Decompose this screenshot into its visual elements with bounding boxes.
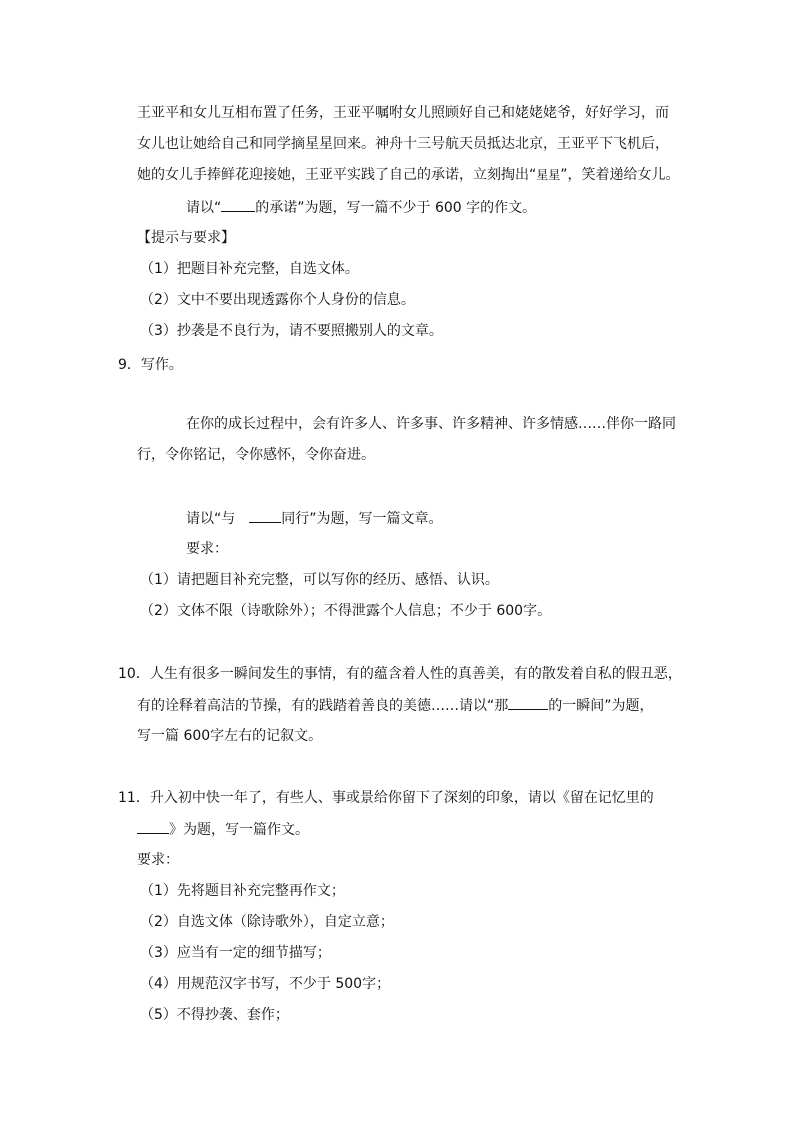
q8-star-word: 星星: [536, 168, 561, 182]
q9-requirements-heading: 要求：: [186, 541, 228, 557]
q8-title-blank: [221, 197, 255, 212]
q8-paragraph-line-1: 王亚平和女儿互相布置了任务，王亚平嘱咐女儿照顾好自己和姥姥姥爷，好好学习，而: [137, 105, 669, 121]
q8-prompt-text-b: 的承诺”为题，写一篇不少于 600 字的作文。: [255, 200, 537, 216]
q10-line-2-text-b: 的一瞬间”为题，: [548, 698, 654, 714]
q8-paragraph-line-3-text-b: ”，笑着递给女儿。: [560, 167, 680, 183]
q8-paragraph-line-2: 女儿也让她给自己和同学摘星星回来。神舟十三号航天员抵达北京，王亚平下飞机后，: [137, 136, 669, 152]
q8-tip-item: （3）抄袭是不良行为，请不要照搬别人的文章。: [140, 323, 443, 339]
q10-line-1: 10．人生有很多一瞬间发生的事情，有的蕴含着人性的真善美，有的散发着自私的假丑恶，: [118, 666, 682, 682]
q11-requirements-heading: 要求：: [137, 852, 179, 868]
q11-line-2: [137, 819, 309, 840]
q11-requirement-item: （3）应当有一定的细节描写；: [140, 945, 331, 961]
q11-requirement-item: （1）先将题目补充完整再作文；: [140, 883, 345, 899]
q10-line-2-text-a: 有的诠释着高洁的节操，有的践踏着善良的美德……请以“那: [137, 698, 509, 714]
q11-line-1: 11．升入初中快一年了，有些人、事或景给你留下了深刻的印象，请以《留在记忆里的: [118, 790, 654, 806]
q8-prompt: [186, 197, 536, 218]
q11-requirement-item: （4）用规范汉字书写，不少于 500字；: [140, 976, 391, 992]
q8-tip-item: （1）把题目补充完整，自选文体。: [140, 261, 359, 277]
q11-title-blank: [137, 819, 169, 834]
q11-requirement-item: （2）自选文体（除诗歌外），自定立意；: [140, 914, 394, 930]
q9-prompt-text-b: 同行”为题，写一篇文章。: [281, 511, 443, 527]
q11-requirement-item: （5）不得抄袭、套作；: [140, 1007, 289, 1023]
q9-paragraph-line-1: 在你的成长过程中，会有许多人、许多事、许多精神、许多情感……伴你一路同: [186, 416, 676, 432]
q8-tip-item: （2）文中不要出现透露你个人身份的信息。: [140, 292, 415, 308]
q11-line-2-text: 》为题，写一篇作文。: [169, 822, 309, 838]
q9-requirement-item: （2）文体不限（诗歌除外）；不得泄露个人信息；不少于 600字。: [140, 603, 552, 619]
q9-requirement-item: （1）请把题目补充完整，可以写你的经历、感悟、认识。: [140, 572, 499, 588]
q8-paragraph-line-3: [137, 165, 680, 185]
q9-paragraph-line-2: 行，令你铭记，令你感怀，令你奋进。: [137, 447, 375, 463]
q10-title-blank: [508, 695, 548, 710]
q9-title-blank: [249, 508, 281, 523]
q10-line-3: 写一篇 600字左右的记叙文。: [137, 728, 323, 744]
q8-tips-heading: 【提示与要求】: [137, 230, 235, 246]
q9-prompt-text-a: 请以“与: [186, 511, 250, 527]
q10-line-2: [137, 695, 654, 716]
q8-paragraph-line-3-text-a: 她的女儿手捧鲜花迎接她，王亚平实践了自己的承诺，立刻掏出“: [137, 167, 537, 183]
q9-prompt: [186, 508, 443, 529]
q9-heading: 9．写作。: [118, 357, 183, 373]
q8-prompt-text-a: 请以“: [186, 200, 222, 216]
